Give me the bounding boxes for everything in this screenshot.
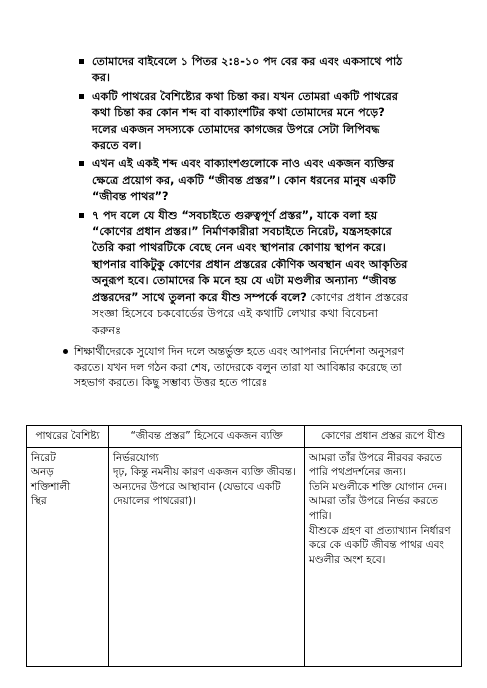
square-bullet-icon xyxy=(79,213,84,218)
instruction-text: তোমাদের বাইবেলে ১ পিতর ২:৪-১০ পদ বের কর এবং একসাথে পাঠ কর। xyxy=(92,55,403,85)
answers-table xyxy=(26,425,462,667)
teacher-note-text: শিক্ষার্থীদেরকে সুযোগ দিন দলে অন্তর্ভুক্ত হতে এবং আপনার নির্দেশনা অনুসরণ করতে। যখন দল গঠন করা শেষ, তাদেরকে বলুন তারা যা আবিষ্কার করেছে তা সহভাগ করতে। কিছু সম্ভাব্য উত্তর হতে পারেঃ xyxy=(74,345,404,390)
cell-line: অন্যদের উপরে আস্থাবান (যেভাবে একটি দেয়ালের পাথরেরা)। xyxy=(113,480,281,508)
round-bullet-icon xyxy=(63,349,68,354)
instruction-text: ৭ পদ বলে যে যীশু “সবচাইতে গুরুত্বপূর্ণ প্রস্তর”, যাকে বলা হয় “কোণের প্রধান প্রস্তর।” নির্মাণকারীরা সবচাইতে নিরেট, যন্ত্রসহকারে তৈরি করা পাথরটিকে বেছে নেন এবং স্থাপনার কোণায় স্থাপন করে। স্থাপনার বাকিটুকু কোণের প্রধান প্রস্তরের কৌণিক অবস্থান এবং আকৃতির অনুরূপ হবে। তোমাদের কি মনে হয় যে এটা মণ্ডলীর অন্যান্য “জীবন্ত প্রস্তরদের” সাথে তুলনা করে যীশু সম্পর্কে বলে? xyxy=(92,208,408,304)
square-bullet-icon xyxy=(79,94,84,99)
teacher-note-list xyxy=(74,344,410,391)
table-header-cell: পাথরের বৈশিষ্ট্য xyxy=(27,426,109,448)
instruction-text: এখন এই একই শব্দ এবং বাক্যাংশগুলোকে নাও এবং একজন ব্যক্তির ক্ষেত্রে প্রয়োগ কর, একটি “জীবন্ত প্রস্তর”। কোন ধরনের মানুষ একটি “জীবন্ত পাথর”? xyxy=(92,157,396,204)
table-header-cell: “জীবন্ত প্রস্তর” হিসেবে একজন ব্যক্তি xyxy=(109,426,305,448)
cell-line: যীশুকে গ্রহণ বা প্রত্যাখ্যান নির্ধারণ করে কে একটি জীবন্ত পাথর এবং মণ্ডলীর অংশ হবে। xyxy=(309,524,451,566)
stone-traits-cell xyxy=(27,447,109,666)
cornerstone-cell xyxy=(305,447,462,666)
instruction-list xyxy=(92,54,410,341)
instruction-item xyxy=(92,54,410,87)
table-header-cell: কোণের প্রধান প্রস্তর রূপে যীশু xyxy=(305,426,462,448)
cell-line: আমরা তাঁর উপরে নির্ভর করতে পারি। xyxy=(309,495,438,522)
instruction-item xyxy=(92,208,410,339)
cell-line: তিনি মণ্ডলীকে শক্তি যোগান দেন। xyxy=(309,480,447,493)
table-row xyxy=(27,447,462,666)
square-bullet-icon xyxy=(79,161,84,166)
instruction-item xyxy=(92,156,410,205)
cell-line: শক্তিশালী xyxy=(31,480,71,493)
cell-line: স্থির xyxy=(31,495,47,508)
teacher-note-item xyxy=(74,344,410,391)
cell-line: অনড় xyxy=(31,466,54,479)
living-stone-cell xyxy=(109,447,305,666)
cell-line: দৃঢ়, কিন্তু নমনীয় কারণ একজন ব্যক্তি জীবন্ত। xyxy=(113,466,296,479)
instruction-item xyxy=(92,89,410,155)
instruction-text: একটি পাথরের বৈশিষ্ট্যের কথা চিন্তা কর। যখন তোমরা একটি পাথরের কথা চিন্তা কর কোন শব্দ বা বাক্যাংশটির কথা তোমাদের মনে পড়ে? দলের একজন সদস্যকে তোমাদের কাগজের উপরে সেটা লিপিবদ্ধ করতে বল। xyxy=(92,89,399,153)
instruction-note: কোণের প্রধান প্রস্তরের সংজ্ঞা হিসেবে চকবোর্ডের উপরে এই কথাটি লেখার কথা বিবেচনা করুনঃ xyxy=(92,290,409,337)
square-bullet-icon xyxy=(79,59,84,64)
cell-line: আমরা তাঁর উপরে নীরবর করতে পারি পথপ্রদর্শনের জন্য। xyxy=(309,451,442,479)
table-header-row xyxy=(27,426,462,448)
cell-line: নির্ভরযোগ্য xyxy=(113,451,159,464)
cell-line: নিরেট xyxy=(31,451,56,464)
